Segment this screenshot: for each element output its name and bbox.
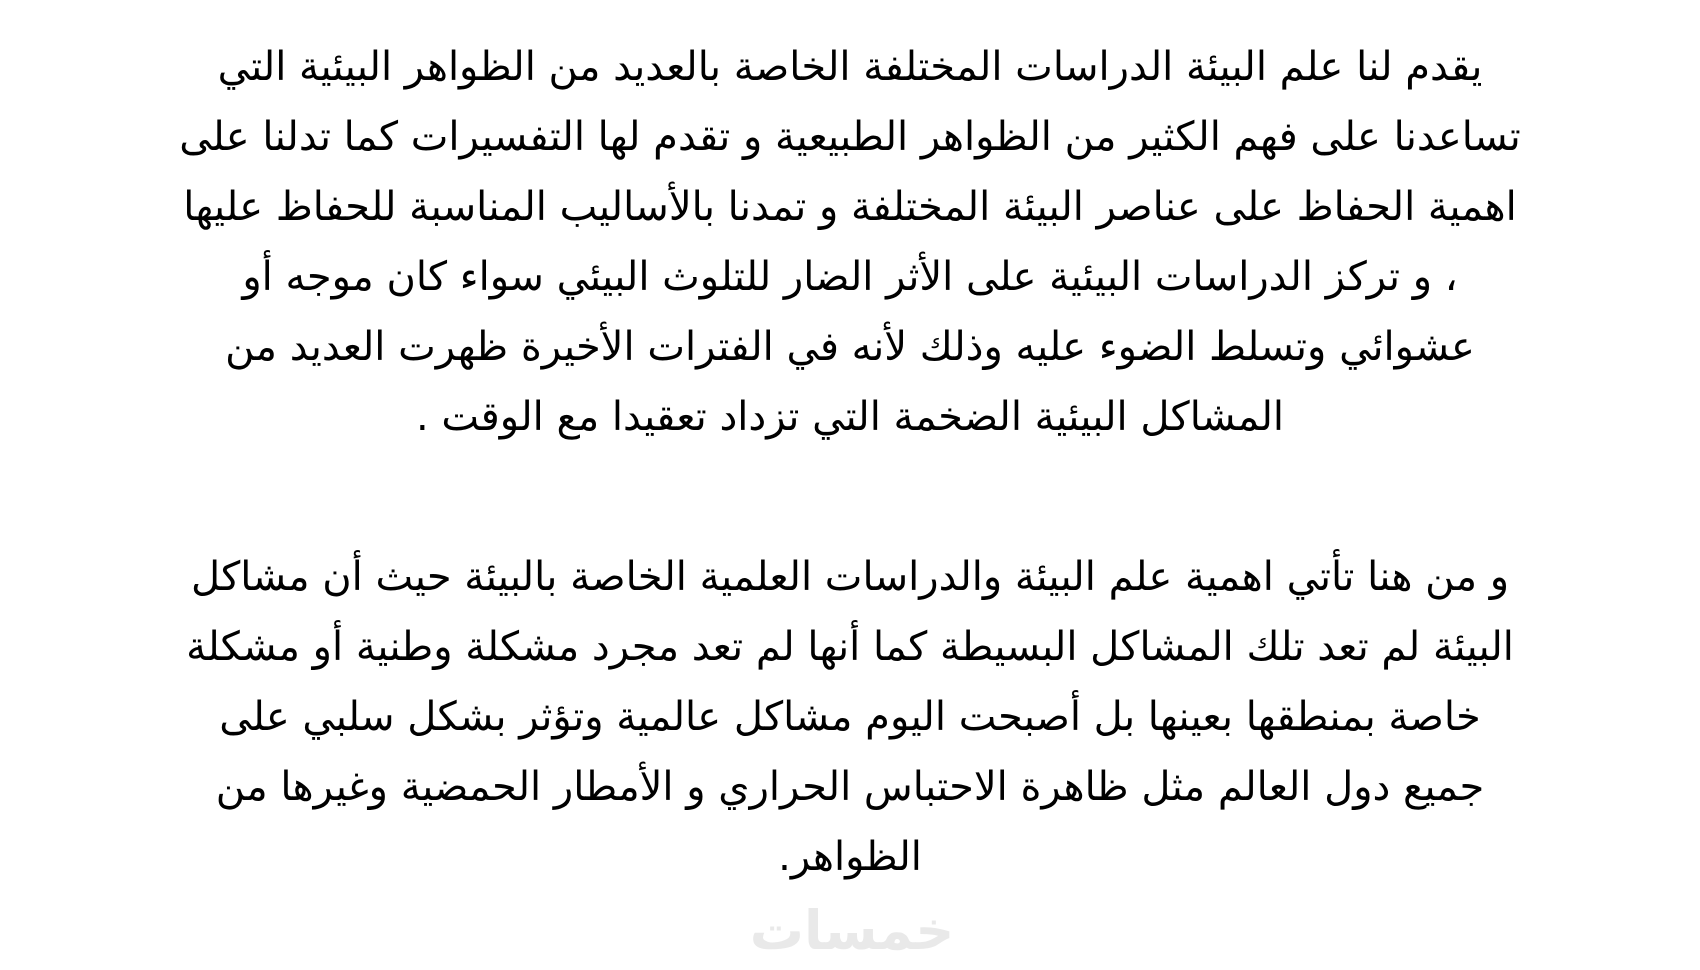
- paragraph-line: جميع دول العالم مثل ظاهرة الاحتباس الحراري و الأمطار الحمضية وغيرها من: [215, 764, 1485, 810]
- watermark-logo: خمسات: [749, 899, 955, 962]
- paragraph-line: ، و تركز الدراسات البيئية على الأثر الضار للتلوث البيئي سواء كان موجه أو: [242, 254, 1458, 300]
- paragraph-line: عشوائي وتسلط الضوء عليه وذلك لأنه في الفترات الأخيرة ظهرت العديد من: [225, 324, 1475, 370]
- paragraph-2: [110, 542, 1590, 892]
- paragraph-line: الظواهر.: [778, 834, 922, 880]
- paragraph-line: يقدم لنا علم البيئة الدراسات المختلفة الخاصة بالعديد من الظواهر البيئية التي: [217, 44, 1483, 90]
- paragraph-line: المشاكل البيئية الضخمة التي تزداد تعقيدا مع الوقت .: [415, 394, 1285, 440]
- paragraph-1: [110, 32, 1590, 452]
- paragraph-line: و من هنا تأتي اهمية علم البيئة والدراسات العلمية الخاصة بالبيئة حيث أن مشاكل: [190, 554, 1510, 600]
- paragraph-line: خاصة بمنطقها بعينها بل أصبحت اليوم مشاكل عالمية وتؤثر بشكل سلبي على: [219, 694, 1481, 740]
- paragraph-line: اهمية الحفاظ على عناصر البيئة المختلفة و تمدنا بالأساليب المناسبة للحفاظ عليها: [183, 184, 1517, 230]
- paragraph-line: البيئة لم تعد تلك المشاكل البسيطة كما أنها لم تعد مجرد مشكلة وطنية أو مشكلة: [186, 624, 1514, 670]
- paragraph-line: تساعدنا على فهم الكثير من الظواهر الطبيعية و تقدم لها التفسيرات كما تدلنا على: [179, 114, 1521, 160]
